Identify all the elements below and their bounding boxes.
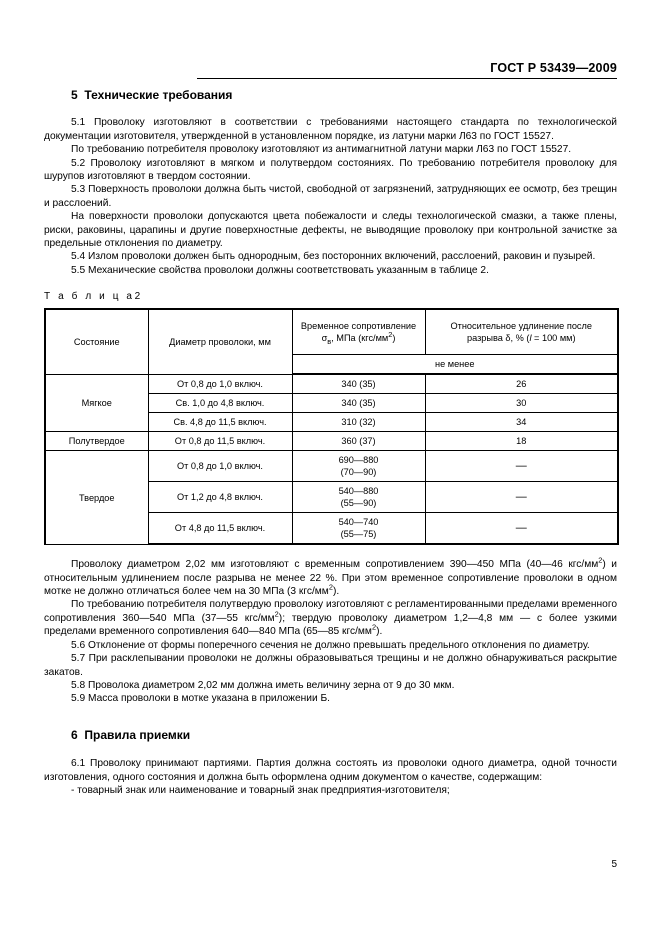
header-elongation bbox=[425, 309, 618, 355]
header-tensile-strength-units: , МПа (кгс/мм bbox=[331, 333, 389, 344]
paragraph-6-1-item-1: - товарный знак или наименование и товарный знак предприятия-изготовителя; bbox=[71, 784, 450, 796]
table-row bbox=[45, 451, 618, 482]
header-tensile-strength-subscript: в bbox=[327, 337, 332, 347]
paragraph-5-3-b: На поверхности проволоки допускаются цвета побежалости и следы технологической смазки, а также плены, риски, раковины, царапины и другие поверхностные дефекты, не выводящие проволоку при контрольной зачистке за предельные отклонения по диаметру. bbox=[44, 211, 617, 250]
heading-section-5 bbox=[44, 88, 617, 102]
cell-strength-line1: 690—880 bbox=[338, 455, 379, 466]
standard-designation: ГОСТ Р 53439—2009 bbox=[490, 61, 617, 75]
section-6-number: 6 bbox=[71, 727, 78, 742]
cell-strength bbox=[292, 451, 425, 482]
table-caption-number: 2 bbox=[134, 291, 141, 303]
cell-strength-line2: (70—90) bbox=[340, 467, 377, 478]
header-tensile-strength-superscript: 2 bbox=[388, 330, 393, 340]
table-row bbox=[45, 432, 618, 451]
mechanical-properties-table bbox=[44, 308, 619, 545]
cell-diameter: Св. 1,0 до 4,8 включ. bbox=[148, 394, 292, 413]
section-5-title: Технические требования bbox=[84, 88, 233, 102]
paragraph-5-1-b: По требованию потребителя проволоку изготовляют из антимагнитной латуни марки Л63 по ГОСТ 15527. bbox=[71, 144, 572, 156]
paragraph-5-3: 5.3 Поверхность проволоки должна быть чистой, свободной от загрязнений, затрудняющих ее осмотр, без трещин и расслоений. bbox=[44, 184, 617, 209]
cell-diameter: От 1,2 до 4,8 включ. bbox=[148, 482, 292, 513]
paragraph-after-table-2-a: По требованию потребителя полутвердую проволоку изготовляют с регламентированными пределами временного сопротивления 360—540 МПа (37—55 кгс/мм bbox=[44, 599, 617, 624]
cell-diameter: От 4,8 до 11,5 включ. bbox=[148, 513, 292, 545]
heading-section-6 bbox=[44, 728, 617, 742]
superscript-square: 2 bbox=[274, 609, 279, 619]
cell-elongation: 34 bbox=[425, 413, 618, 432]
header-tensile-strength bbox=[292, 309, 425, 355]
cell-elongation: — bbox=[425, 513, 618, 545]
header-elongation-length-symbol: l bbox=[529, 333, 532, 344]
header-tensile-strength-sigma: σ bbox=[321, 333, 328, 344]
cell-strength-line2: (55—75) bbox=[340, 529, 377, 540]
header-span-note: не менее bbox=[292, 355, 618, 375]
superscript-square: 2 bbox=[598, 555, 603, 565]
paragraph-after-table-2 bbox=[44, 598, 617, 638]
cell-elongation: 18 bbox=[425, 432, 618, 451]
header-tensile-strength-close: ) bbox=[392, 333, 396, 344]
paragraph-after-table-2-c: ). bbox=[376, 626, 383, 638]
paragraph-5-5: 5.5 Механические свойства проволоки должны соответствовать указанным в таблице 2. bbox=[71, 264, 489, 276]
cell-diameter: От 0,8 до 1,0 включ. bbox=[148, 451, 292, 482]
cell-strength-line2: (55—90) bbox=[340, 498, 377, 509]
page-content bbox=[44, 88, 617, 797]
cell-elongation: 30 bbox=[425, 394, 618, 413]
cell-elongation: — bbox=[425, 482, 618, 513]
cell-state: Полутвердое bbox=[45, 432, 148, 451]
paragraph-after-table-1-c: ). bbox=[332, 586, 340, 598]
header-diameter: Диаметр проволоки, мм bbox=[148, 309, 292, 374]
header-elongation-line2-prefix: разрыва δ, % ( bbox=[466, 333, 530, 344]
superscript-square: 2 bbox=[371, 622, 377, 632]
table-caption bbox=[44, 291, 617, 302]
cell-strength-line1: 540—740 bbox=[338, 517, 379, 528]
paragraph-after-table-1-b: ) и относительным удлинением после разрыва не менее 22 %. При этом временное сопротивление проволоки в одном мотке не должно отличаться более чем на 30 МПа (3 кгс/мм bbox=[44, 559, 617, 598]
cell-state: Мягкое bbox=[45, 374, 148, 432]
cell-diameter: От 0,8 до 1,0 включ. bbox=[148, 374, 292, 394]
paragraph-6-1: 6.1 Проволоку принимают партиями. Партия должна состоять из проволоки одного диаметра, одной точности изготовления, одного состояния и должна быть оформлена одним документом о качестве, содержащим: bbox=[44, 758, 617, 783]
running-header bbox=[197, 62, 617, 79]
page-number: 5 bbox=[611, 859, 617, 870]
cell-diameter: От 0,8 до 11,5 включ. bbox=[148, 432, 292, 451]
paragraph-5-2: 5.2 Проволоку изготовляют в мягком и полутвердом состояниях. По требованию потребителя проволоку для шурупов изготовляют в твердом состоянии. bbox=[44, 157, 617, 183]
cell-diameter: Св. 4,8 до 11,5 включ. bbox=[148, 413, 292, 432]
cell-strength: 340 (35) bbox=[292, 394, 425, 413]
cell-strength: 340 (35) bbox=[292, 374, 425, 394]
paragraph-5-6: 5.6 Отклонение от формы поперечного сечения не должно превышать предельного отклонения по диаметру. bbox=[71, 639, 590, 651]
cell-state: Твердое bbox=[45, 451, 148, 545]
cell-strength-line1: 540—880 bbox=[338, 486, 379, 497]
paragraph-5-1: 5.1 Проволоку изготовляют в соответствии с требованиями настоящего стандарта по технологической документации изготовителя, утвержденной в установленном порядке, из латуни марки Л63 по ГОСТ 15527. bbox=[44, 117, 617, 142]
section-5-number: 5 bbox=[71, 88, 78, 102]
table-row bbox=[45, 374, 618, 394]
cell-elongation: 26 bbox=[425, 374, 618, 394]
header-state: Состояние bbox=[45, 309, 148, 374]
paragraph-after-table-1 bbox=[44, 555, 617, 598]
paragraph-5-4: 5.4 Излом проволоки должен быть однородным, без посторонних включений, расслоений, раковин и пузырей. bbox=[71, 251, 596, 263]
header-rule bbox=[197, 78, 617, 79]
cell-strength bbox=[292, 513, 425, 545]
superscript-square: 2 bbox=[328, 582, 333, 592]
paragraph-5-9: 5.9 Масса проволоки в мотке указана в приложении Б. bbox=[71, 693, 331, 705]
section-6-title: Правила приемки bbox=[84, 727, 191, 742]
paragraph-5-8: 5.8 Проволока диаметром 2,02 мм должна иметь величину зерна от 9 до 30 мкм. bbox=[71, 679, 455, 691]
cell-strength: 360 (37) bbox=[292, 432, 425, 451]
cell-strength: 310 (32) bbox=[292, 413, 425, 432]
cell-strength bbox=[292, 482, 425, 513]
header-elongation-line1: Относительное удлинение после bbox=[450, 321, 592, 332]
paragraph-5-7: 5.7 При расклепывании проволоки не должны образовываться трещины и не должно обнаруживаться раскрытие закатов. bbox=[44, 653, 617, 678]
paragraph-after-table-1-a: Проволоку диаметром 2,02 мм изготовляют с временным сопротивлением 390—450 МПа (40—46 кгс/мм bbox=[71, 559, 599, 571]
header-tensile-strength-line1: Временное сопротивление bbox=[300, 321, 417, 332]
table-caption-label: Т а б л и ц а bbox=[44, 291, 135, 303]
table-header-row bbox=[45, 309, 618, 355]
cell-elongation: — bbox=[425, 451, 618, 482]
header-elongation-line2-suffix: = 100 мм) bbox=[531, 333, 576, 344]
paragraph-after-table-2-b: ); твердую проволоку диаметром 1,2—4,8 мм — с более узкими пределами временного сопротивления 640—840 МПа (65—85 кгс/мм bbox=[44, 612, 617, 638]
